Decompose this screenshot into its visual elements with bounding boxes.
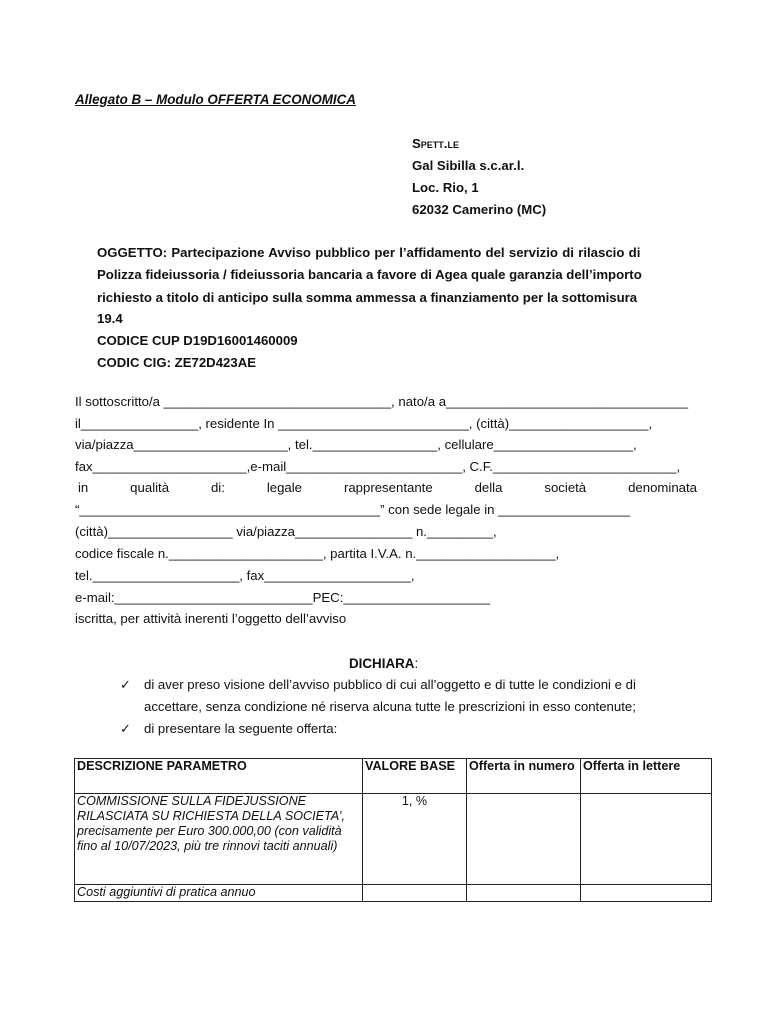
- form-line-1: Il sottoscritto/a _______________________________, nato/a a_________________________________: [75, 394, 689, 409]
- subject-line-4: 19.4: [97, 311, 123, 326]
- recipient-street: Loc. Rio, 1: [412, 180, 479, 195]
- cell-offerta-lettere[interactable]: [581, 885, 712, 902]
- subject-line-3: richiesto a titolo di anticipo sulla somma ammessa a finanziamento per la sottomisura: [97, 290, 638, 305]
- cell-offerta-lettere[interactable]: [581, 794, 712, 885]
- form-line-9: tel.____________________, fax____________________,: [75, 568, 415, 583]
- declaration-heading-colon: :: [414, 656, 419, 671]
- table-header-row: [75, 759, 712, 794]
- declaration-item-1-line-2: accettare, senza condizione né riserva alcuna tutte le prescrizioni in esso contenute;: [144, 699, 636, 714]
- subject-cup: CODICE CUP D19D16001460009: [97, 333, 298, 348]
- document-title: Allegato B – Modulo OFFERTA ECONOMICA: [75, 92, 356, 107]
- declaration-item-1-line-1: di aver preso visione dell’avviso pubblico di cui all’oggetto e di tutte le condizioni e di: [144, 677, 636, 692]
- subject-line-1: OGGETTO: Partecipazione Avviso pubblico per l’affidamento del servizio di rilascio di: [97, 245, 641, 260]
- offer-table: [74, 758, 712, 902]
- cell-offerta-numero[interactable]: [467, 885, 581, 902]
- recipient-city: 62032 Camerino (MC): [412, 202, 547, 217]
- form-line-2: il________________, residente In __________________________, (città)___________________,: [75, 416, 653, 431]
- cell-descrizione: COMMISSIONE SULLA FIDEJUSSIONE RILASCIATA SU RICHIESTA DELLA SOCIETA’, precisamente per Euro 300.000,00 (con validità fino al 10/07/2023, più tre rinnovi taciti annuali): [75, 794, 363, 885]
- form-line-7: (città)_________________ via/piazza________________ n._________,: [75, 524, 497, 539]
- form-line-3: via/piazza_____________________, tel._________________, cellulare___________________,: [75, 437, 637, 452]
- header-descrizione: DESCRIZIONE PARAMETRO: [75, 759, 363, 794]
- check-icon: ✓: [120, 677, 132, 692]
- recipient-salutation: Spett.le: [412, 136, 459, 151]
- table-row: [75, 885, 712, 902]
- declaration-heading-text: DICHIARA: [349, 656, 415, 671]
- form-line-8: codice fiscale n._____________________, partita I.V.A. n.___________________,: [75, 546, 560, 561]
- header-offerta-numero: Offerta in numero: [467, 759, 581, 794]
- subject-cig: CODIC CIG: ZE72D423AE: [97, 355, 257, 370]
- subject-line-2: Polizza fideiussoria / fideiussoria bancaria a favore di Agea quale garanzia dell’importo: [97, 267, 642, 282]
- form-line-5: in qualità di: legale rappresentante della società denominata: [78, 480, 697, 495]
- header-offerta-lettere: Offerta in lettere: [581, 759, 712, 794]
- declaration-heading: [349, 656, 418, 671]
- table-row: [75, 794, 712, 885]
- cell-valore-base: [363, 885, 467, 902]
- form-line-6: “_________________________________________” con sede legale in __________________: [75, 502, 631, 517]
- cell-descrizione: Costi aggiuntivi di pratica annuo: [75, 885, 363, 902]
- cell-offerta-numero[interactable]: [467, 794, 581, 885]
- cell-valore-base: 1, %: [363, 794, 467, 885]
- declaration-item-2: di presentare la seguente offerta:: [144, 721, 338, 736]
- form-line-4: fax_____________________,e-mail________________________, C.F._________________________,: [75, 459, 680, 474]
- form-line-11: iscritta, per attività inerenti l’oggetto dell’avviso: [75, 611, 347, 626]
- recipient-name: Gal Sibilla s.c.ar.l.: [412, 158, 525, 173]
- form-line-10: e-mail:___________________________PEC:____________________: [75, 590, 491, 605]
- check-icon: ✓: [120, 721, 132, 736]
- header-valore-base: VALORE BASE: [363, 759, 467, 794]
